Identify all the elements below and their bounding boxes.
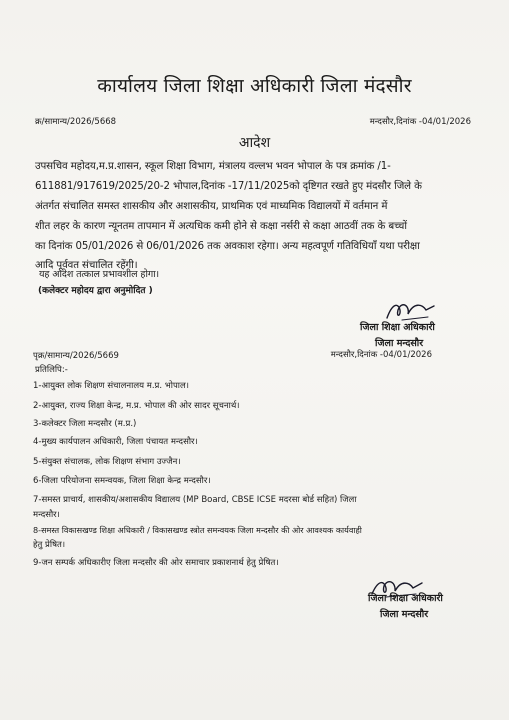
recipient-item: 2-आयुक्त, राज्य शिक्षा केन्द्र, म.प्र. भोपाल की ओर सादर सूचनार्थ।: [33, 401, 240, 411]
order-reference-number: क्र/सामान्य/2026/5668: [35, 117, 117, 127]
effective-line: यह आदेश तत्काल प्रभावशील होगा।: [39, 269, 160, 280]
endorsement-reference-number: पृक्र/सामान्य/2026/5669: [33, 351, 119, 361]
recipient-item: 5-संयुक्त संचालक, लोक शिक्षण संभाग उज्जैन।: [33, 457, 181, 467]
recipient-item: 9-जन सम्पर्क अधिकारीए जिला मन्दसौर की ओर समाचार प्रकाशनार्थ हेतु प्रेषित।: [33, 558, 279, 568]
order-title: आदेश: [238, 135, 271, 151]
recipient-item: 4-मुख्य कार्यपालन अधिकारी, जिला पंचायत मन्दसौर।: [33, 437, 198, 447]
recipient-item: 1-आयुक्त लोक शिक्षण संचालनालय म.प्र. भोपाल।: [33, 381, 189, 391]
office-heading: कार्यालय जिला शिक्षा अधिकारी जिला मंदसौर: [97, 75, 412, 97]
signature-2-designation: जिला शिक्षा अधिकारी: [368, 593, 443, 604]
approval-note: (कलेक्टर महोदय द्वारा अनुमोदित ): [38, 286, 153, 296]
recipient-item: हेतु प्रेषित।: [33, 540, 66, 550]
copy-to-label: प्रतिलिपि:-: [35, 365, 68, 375]
order-body-line: उपसचिव महोदय,म.प्र.शासन, स्कूल शिक्षा विभाग, मंत्रालय वल्लभ भवन भोपाल के पत्र क्रमांक /1-: [35, 161, 391, 172]
order-place-date: मन्दसौर,दिनांक -04/01/2026: [369, 117, 471, 127]
recipient-item: 8-समस्त विकासखण्ड शिक्षा अधिकारी / विकासखण्ड स्त्रोत समन्वयक जिला मन्दसौर की ओर आवश्यक कार्यवाही: [33, 525, 362, 535]
endorsement-place-date: मन्दसौर,दिनांक -04/01/2026: [330, 350, 432, 360]
order-body-line: का दिनांक 05/01/2026 से 06/01/2026 तक अवकाश रहेगा। अन्य महत्वपूर्ण गतिविधियाँ यथा परीक्षा: [35, 241, 420, 252]
order-body-line: आदि पूर्ववत संचालित रहेंगी।: [35, 260, 138, 271]
signature-2-place: जिला मन्दसौर: [380, 609, 429, 620]
recipient-item: 6-जिला परियोजना समन्वयक, जिला शिक्षा केन्द्र मन्दसौर।: [33, 476, 211, 486]
order-body-line: अंतर्गत संचालित समस्त शासकीय और अशासकीय, प्राथमिक एवं माध्यमिक विद्यालयों में वर्तमान में: [35, 201, 388, 212]
signature-1-place: जिला मन्दसौर: [375, 338, 424, 349]
order-body-line: 611881/917619/2025/20-2 भोपाल,दिनांक -17/11/2025को दृष्टिगत रखते हुए मंदसौर जिले के: [35, 181, 422, 192]
recipient-item: 7-समस्त प्राचार्य, शासकीय/अशासकीय विद्यालय (MP Board, CBSE ICSE मदरसा बोर्ड सहित) जिला: [33, 495, 357, 505]
recipient-item: मन्दसौर।: [33, 510, 60, 520]
signature-1-designation: जिला शिक्षा अधिकारी: [360, 322, 435, 333]
order-body-line: शीत लहर के कारण न्यूनतम तापमान में अत्यधिक कमी होने से कक्षा नर्सरी से कक्षा आठवीं तक के बच्चों: [35, 221, 407, 232]
recipient-item: 3-कलेक्टर जिला मन्दसौर (म.प्र.): [33, 419, 137, 429]
